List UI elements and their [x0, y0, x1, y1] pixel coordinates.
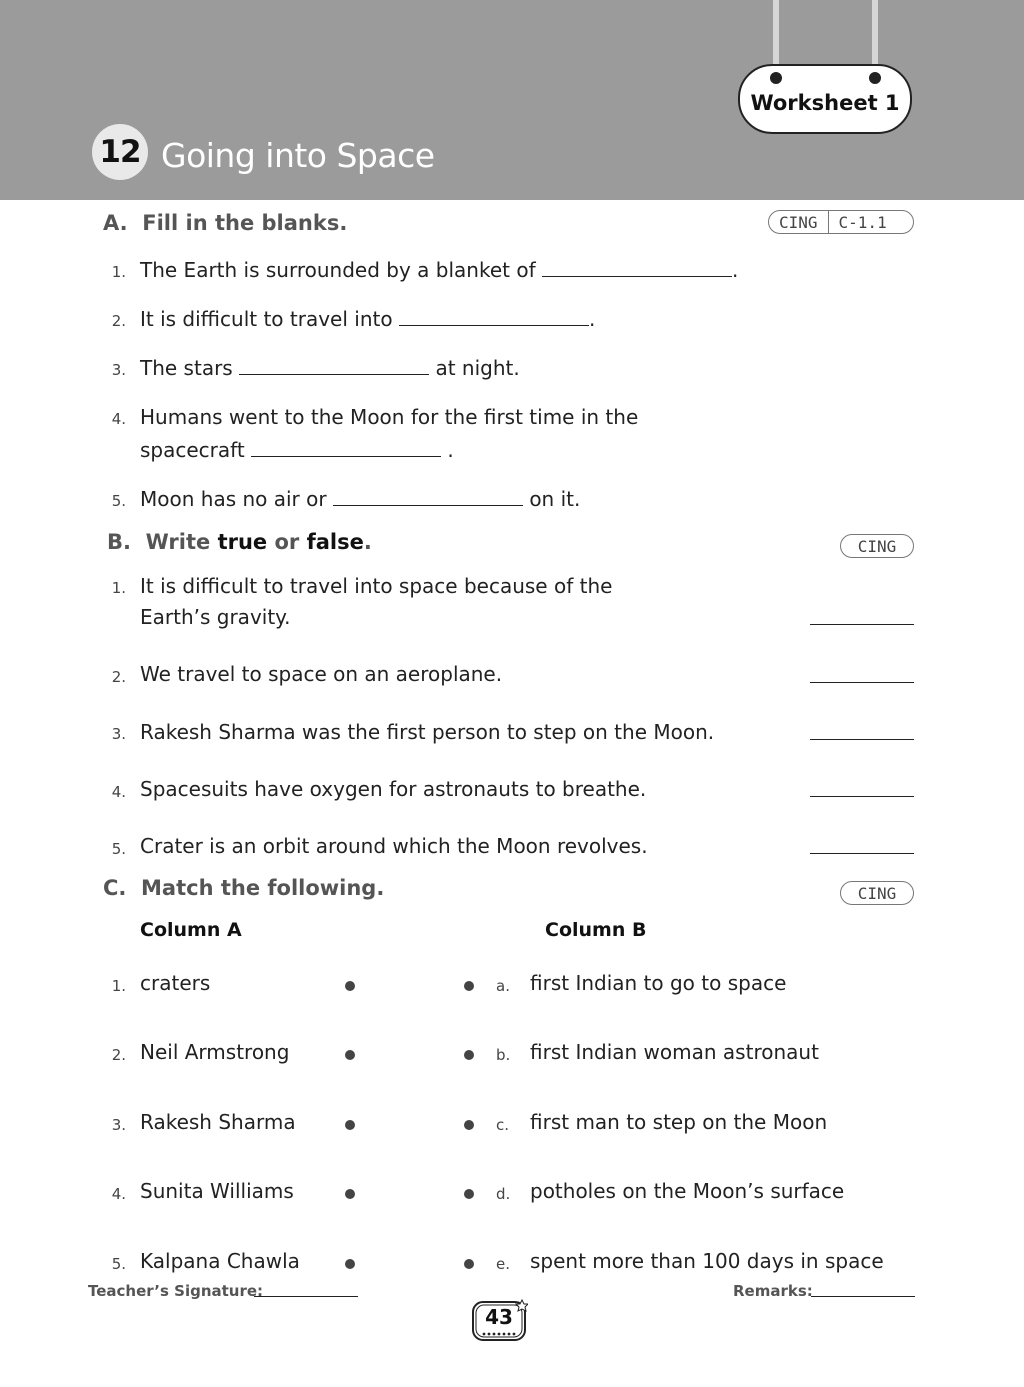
match-number: 1. [111, 977, 126, 995]
tag-string-left [773, 0, 779, 70]
section-a-title: Fill in the blanks. [142, 211, 348, 235]
true-false-statement: We travel to space on an aeroplane. [140, 662, 503, 686]
column-a-item: Kalpana Chawla [140, 1249, 300, 1273]
true-false-statement: Spacesuits have oxygen for astronauts to breathe. [140, 777, 647, 801]
column-b-item: first Indian to go to space [530, 971, 787, 995]
question-number: 5. [111, 840, 126, 858]
answer-blank[interactable] [333, 491, 523, 506]
worksheet-label: Worksheet 1 [750, 91, 900, 115]
page-number-badge [470, 1298, 528, 1344]
column-a-item: Rakesh Sharma [140, 1110, 296, 1134]
match-dot-b[interactable] [464, 1050, 474, 1060]
column-b-item: first Indian woman astronaut [530, 1040, 819, 1064]
question-number: 3. [111, 725, 126, 743]
badge-cing: CING [779, 212, 818, 232]
match-letter: b. [496, 1046, 511, 1064]
teacher-signature-line[interactable] [254, 1296, 358, 1297]
fill-blank-question: Moon has no air or on it. [140, 487, 581, 511]
true-false-statement: Rakesh Sharma was the first person to step on the Moon. [140, 720, 715, 744]
column-b-item: spent more than 100 days in space [530, 1249, 884, 1273]
fill-blank-question: The stars at night. [140, 356, 520, 380]
tag-string-right [872, 0, 878, 70]
column-a-header: Column A [140, 919, 242, 941]
section-a-skill-badge [768, 210, 914, 234]
match-number: 5. [111, 1255, 126, 1273]
question-number: 2. [111, 668, 126, 686]
question-number: 1. [111, 263, 126, 281]
true-false-statement-cont: Earth’s gravity. [140, 605, 291, 629]
answer-blank[interactable] [810, 682, 914, 683]
fill-blank-question: It is difficult to travel into . [140, 307, 596, 331]
tag-hole-left [770, 72, 782, 84]
fill-blank-question: The Earth is surrounded by a blanket of . [140, 258, 739, 282]
question-number: 2. [111, 312, 126, 330]
answer-blank[interactable] [542, 262, 732, 277]
match-letter: e. [496, 1255, 510, 1273]
chapter-title: Going into Space [161, 136, 435, 175]
question-number: 3. [111, 361, 126, 379]
fill-blank-question: Humans went to the Moon for the first time in the [140, 405, 639, 429]
section-a-heading [103, 211, 347, 235]
answer-blank[interactable] [251, 442, 441, 457]
section-c-skill-badge: CING [840, 881, 914, 905]
teacher-signature-label: Teacher’s Signature: [88, 1282, 264, 1300]
answer-blank[interactable] [810, 796, 914, 797]
match-dot-a[interactable] [345, 1259, 355, 1269]
tag-hole-right [869, 72, 881, 84]
answer-blank[interactable] [810, 624, 914, 625]
section-b-heading: B. Write true or false. [107, 530, 372, 554]
chapter-number: 12 [92, 124, 148, 180]
fill-blank-question-cont: spacecraft . [140, 438, 454, 462]
column-b-header: Column B [545, 919, 647, 941]
match-dot-a[interactable] [345, 981, 355, 991]
section-a-letter: A. [103, 211, 128, 235]
question-number: 5. [111, 492, 126, 510]
page-number: 43 [485, 1305, 513, 1329]
section-b-skill-badge: CING [840, 534, 914, 558]
column-a-item: craters [140, 971, 211, 995]
match-dot-a[interactable] [345, 1050, 355, 1060]
true-false-statement: It is difficult to travel into space because of the [140, 574, 613, 598]
match-number: 3. [111, 1116, 126, 1134]
match-letter: a. [496, 977, 510, 995]
match-dot-a[interactable] [345, 1189, 355, 1199]
match-number: 2. [111, 1046, 126, 1064]
column-b-item: first man to step on the Moon [530, 1110, 828, 1134]
answer-blank[interactable] [810, 739, 914, 740]
answer-blank[interactable] [399, 311, 589, 326]
column-a-item: Neil Armstrong [140, 1040, 290, 1064]
column-a-item: Sunita Williams [140, 1179, 294, 1203]
match-dot-b[interactable] [464, 1259, 474, 1269]
question-number: 4. [111, 410, 126, 428]
true-false-statement: Crater is an orbit around which the Moon revolves. [140, 834, 648, 858]
badge-code: C-1.1 [838, 212, 887, 232]
column-b-item: potholes on the Moon’s surface [530, 1179, 845, 1203]
match-dot-a[interactable] [345, 1120, 355, 1130]
match-dot-b[interactable] [464, 1120, 474, 1130]
remarks-label: Remarks: [733, 1282, 813, 1300]
question-number: 4. [111, 783, 126, 801]
match-letter: d. [496, 1185, 511, 1203]
remarks-line[interactable] [811, 1296, 915, 1297]
section-c-heading: C. Match the following. [103, 876, 385, 900]
match-number: 4. [111, 1185, 126, 1203]
worksheet-tag [738, 64, 912, 134]
match-letter: c. [496, 1116, 510, 1134]
answer-blank[interactable] [239, 360, 429, 375]
match-dot-b[interactable] [464, 1189, 474, 1199]
question-number: 1. [111, 579, 126, 597]
answer-blank[interactable] [810, 853, 914, 854]
match-dot-b[interactable] [464, 981, 474, 991]
